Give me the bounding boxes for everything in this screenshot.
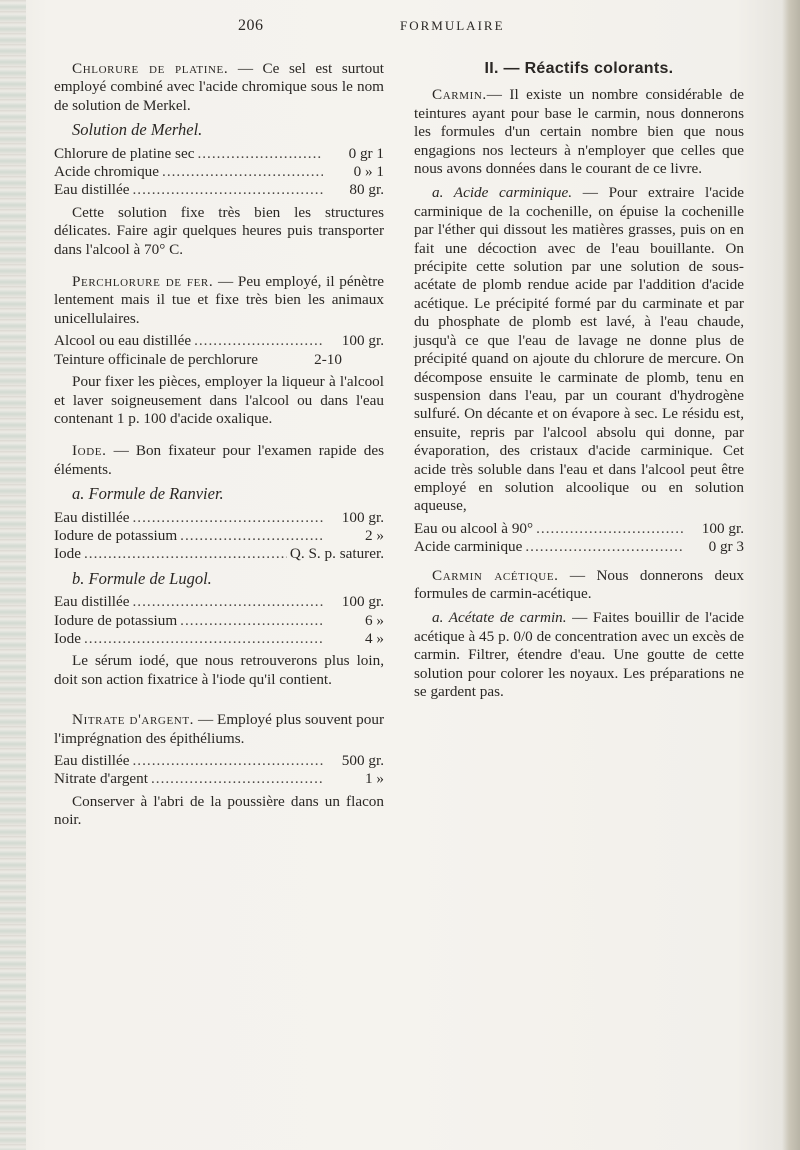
nitrate-title: Nitrate d'argent. (72, 711, 195, 729)
merkel-recipe (54, 145, 384, 200)
quantity: Q. S. p. saturer. (289, 545, 384, 563)
ingredient: Eau distillée (54, 593, 130, 611)
running-head: FORMULAIRE (400, 18, 505, 33)
ingredient: Chlorure de platine sec (54, 144, 195, 162)
ingredient: Eau distillée (54, 181, 130, 199)
recipe-row (414, 538, 744, 556)
quantity: 100 gr. (701, 519, 744, 537)
perchlorure-title: Perchlorure de fer. (72, 273, 214, 291)
ingredient: Iode (54, 545, 81, 563)
acetate-heading: a. Acétate de carmin. (432, 609, 567, 627)
quantity: 500 gr. (341, 752, 384, 769)
recipe-row (54, 770, 384, 788)
carmin-title: Carmin. (432, 86, 487, 104)
quantity: 100 gr. (341, 593, 384, 611)
nitrate-text: — Employé plus souvent pour l'imprégnation des épithéliums. (54, 711, 384, 747)
recipe-row (54, 752, 384, 770)
quantity: 2 » (365, 526, 384, 544)
iode-title: Iode. (72, 442, 107, 460)
perchlorure-paragraph (54, 273, 384, 328)
perchlorure-text: — Peu employé, il pénètre lentement mais il tue et fixe très bien les animaux unicellulaires. (54, 273, 384, 327)
recipe-row (54, 332, 384, 350)
quantity: 100 gr. (341, 332, 384, 350)
chlorure-paragraph (54, 60, 384, 115)
chlorure-title: Chlorure de platine. (72, 60, 229, 77)
ingredient: Iodure de potassium (54, 611, 178, 629)
recipe-row (54, 630, 384, 648)
quantity: 6 » (365, 611, 384, 629)
recipe-row (414, 520, 744, 538)
section-heading: II. — Réactifs colorants. (484, 60, 674, 77)
acetique-paragraph (414, 567, 744, 604)
iode-text: — Bon fixateur pour l'examen rapide des éléments. (54, 442, 384, 478)
recipe-row (54, 181, 384, 199)
ranvier-heading: a. Formule de Ranvier. (72, 484, 224, 504)
recipe-row (54, 163, 384, 181)
quantity: 4 » (365, 629, 384, 647)
carmin-text: — Il existe un nombre considérable de teintures ayant pour base le carmin, nous donnerons les formules d'un certain nombre bien que nous engagions nos lecteurs à n'employer que celles que nous avons données dans le courant de ce livre. (414, 86, 744, 178)
acide-paragraph (414, 184, 744, 515)
quantity: 0 » 1 (353, 163, 384, 181)
recipe-row (54, 612, 384, 630)
right-column (414, 60, 744, 701)
merkel-heading: Solution de Merhel. (72, 120, 203, 140)
lugol-heading: b. Formule de Lugol. (72, 568, 212, 588)
nitrate-recipe (54, 752, 384, 789)
acide-heading: a. Acide carminique. (432, 184, 573, 202)
quantity: 1 » (365, 770, 384, 788)
ingredient: Eau distillée (54, 752, 130, 769)
recipe-row (54, 545, 384, 563)
ingredient: Nitrate d'argent (54, 770, 148, 788)
lugol-text: Le sérum iodé, que nous retrouverons plus loin, doit son action fixatrice à l'iode qu'il contient. (54, 652, 384, 688)
quantity: 2-10 (314, 350, 342, 368)
page-header (0, 17, 800, 43)
acetate-text: — Faites bouillir de l'acide acétique à 45 p. 0/0 de concentration avec un excès de carmin. Filtrer, étendre d'eau. Une goutte de cette solution pour colorer les noyaux. Les préparations ne se gardent pas. (414, 609, 745, 700)
lugol-recipe (54, 593, 384, 648)
chlorure-text: — Ce sel est surtout employé combiné avec l'acide chromique sous le nom de solution de Merkel. (54, 60, 385, 114)
acetique-title: Carmin acétique. (432, 566, 559, 584)
acetate-paragraph (414, 609, 744, 701)
ingredient: Acide carminique (414, 538, 523, 556)
left-column (54, 60, 384, 830)
page-number: 206 (238, 17, 264, 34)
ingredient: Iode (54, 629, 81, 647)
recipe-row (54, 527, 384, 545)
merkel-text: Cette solution fixe très bien les structures délicates. Faire agir quelques heures puis transporter dans l'alcool à 70° C. (54, 203, 384, 258)
iode-paragraph (54, 442, 384, 479)
ingredient: Teinture officinale de perchlorure (54, 350, 259, 368)
recipe-row (54, 145, 384, 163)
ingredient: Acide chromique (54, 163, 160, 181)
acide-text: — Pour extraire l'acide carminique de la cochenille, on épuise la cochenille par l'éther qui dissout les matières grasses, puis on en fait une décoction avec de l'eau bouillante. On précipite cette solution par une solution de sous-acétate de plomb rendue acide par l'addition d'acide acétique. Le précipité formé par du carminate et par du phosphate de plomb est lavé, à l'eau chaude, jusqu'à ce que l'eau de lavage ne donne plus de précipité quand on ajoute du chlorure de mercure. On décompose ensuite le carminate de plomb, tenu en suspension dans l'eau, par un courant d'hydrogène sulfuré. On décante et on évapore à sec. Le résidu est, ensuite, repris par l'alcool absolu qui donne, par évaporation, des cristaux d'acide carminique. Cet acide très soluble dans l'eau et dans l'alcool peut être employé en solution alcoolique ou en solution aqueuse, (414, 184, 744, 515)
ingredient: Eau distillée (54, 508, 130, 526)
quantity: 0 gr 3 (708, 538, 744, 556)
recipe-row (54, 351, 384, 369)
quantity: 0 gr 1 (348, 144, 384, 162)
page-outer-edge (782, 0, 800, 1150)
quantity: 100 gr. (341, 508, 384, 526)
perchlorure-text-2: Pour fixer les pièces, employer la liqueur à l'alcool et laver soigneusement dans l'alcool ou dans l'eau contenant 1 p. 100 d'acide oxalique. (54, 373, 384, 427)
nitrate-paragraph (54, 711, 384, 748)
recipe-row (54, 509, 384, 527)
ingredient: Eau ou alcool à 90° (414, 519, 534, 537)
ingredient: Alcool ou eau distillée (54, 332, 192, 350)
perchlorure-recipe (54, 332, 384, 369)
acetique-text: — Nous donnerons deux formules de carmin-acétique. (414, 566, 745, 602)
page-binding-edge (0, 0, 26, 1150)
recipe-row (54, 593, 384, 611)
ingredient: Iodure de potassium (54, 526, 178, 544)
ranvier-recipe (54, 509, 384, 564)
quantity: 80 gr. (349, 181, 384, 199)
carmin-paragraph (414, 86, 744, 178)
nitrate-text-2: Conserver à l'abri de la poussière dans un flacon noir. (54, 792, 384, 829)
acide-recipe (414, 520, 744, 557)
